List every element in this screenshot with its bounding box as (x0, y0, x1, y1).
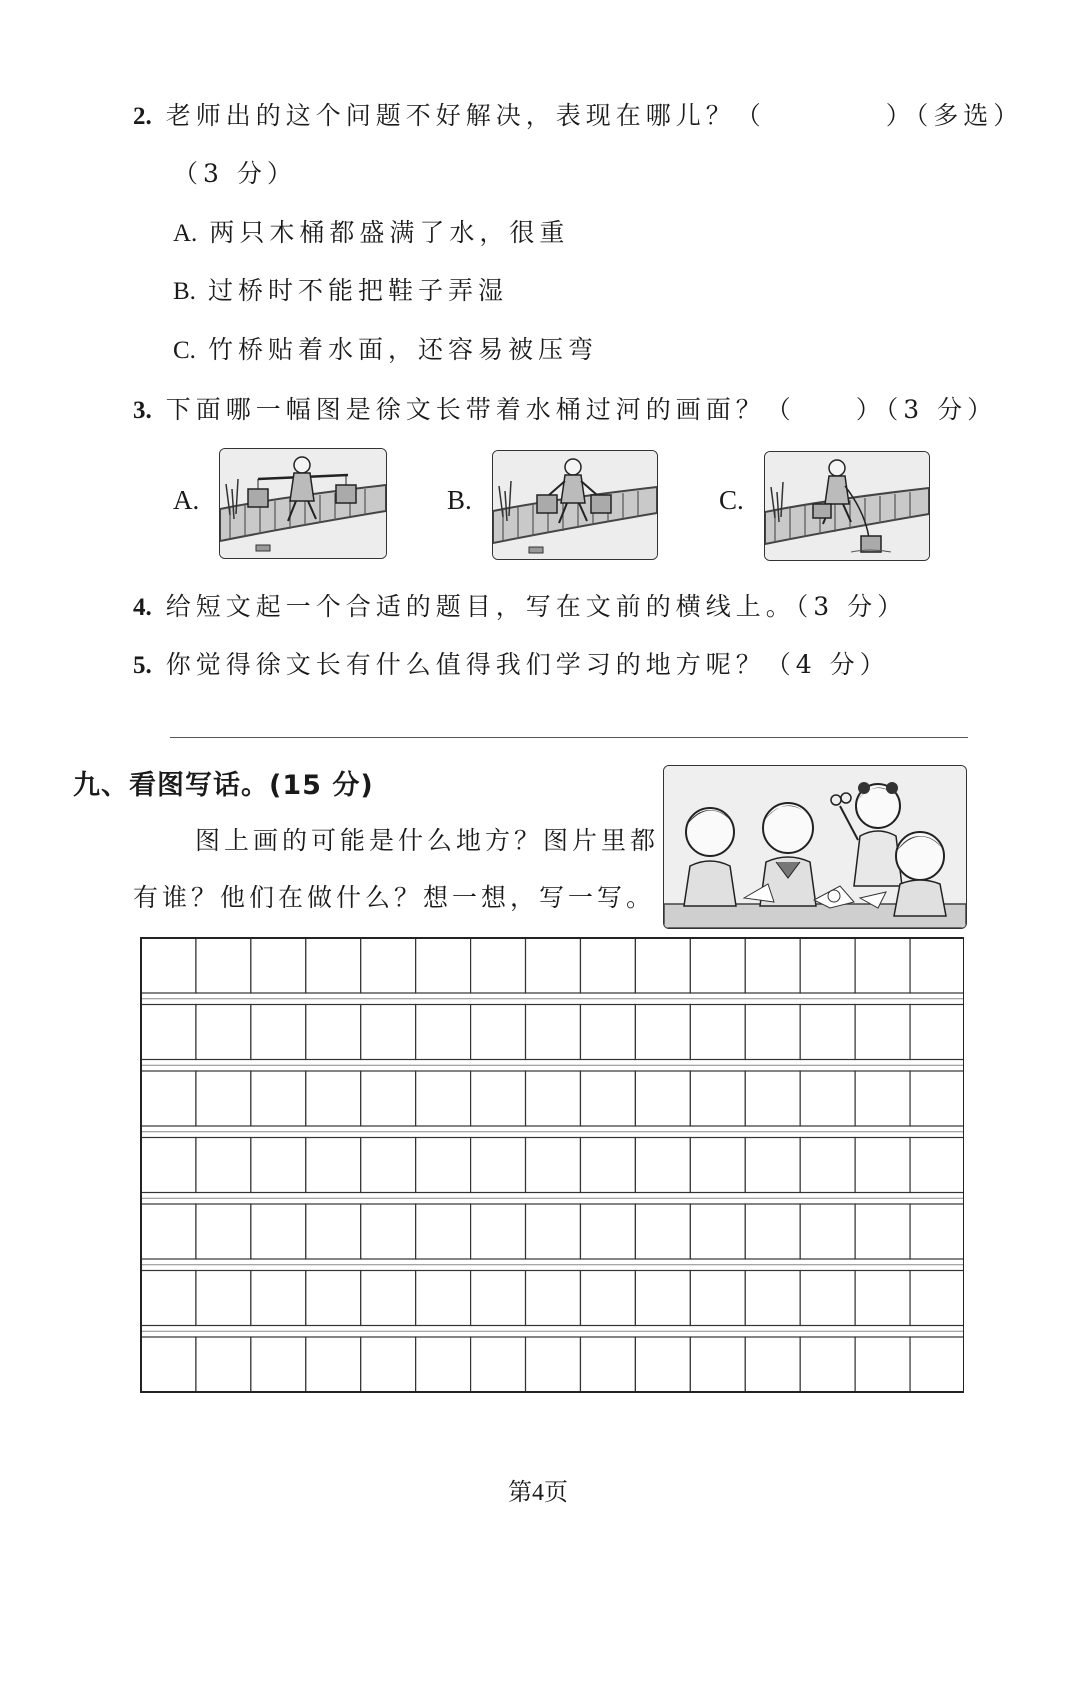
grid-cell[interactable] (745, 1138, 800, 1193)
grid-cell[interactable] (251, 938, 306, 993)
grid-cell[interactable] (141, 1204, 196, 1259)
picture-option-b[interactable] (492, 450, 658, 560)
grid-cell[interactable] (910, 1138, 964, 1193)
grid-cell[interactable] (526, 1071, 581, 1126)
question-2 (133, 96, 1023, 132)
question-3 (133, 390, 997, 426)
grid-cell[interactable] (580, 1138, 635, 1193)
question-2-option-c[interactable] (173, 330, 598, 366)
grid-cell[interactable] (800, 1071, 855, 1126)
grid-cell[interactable] (855, 1071, 910, 1126)
grid-cell[interactable] (306, 1138, 361, 1193)
grid-cell[interactable] (910, 1204, 964, 1259)
grid-cell[interactable] (471, 1337, 526, 1392)
grid-cell[interactable] (471, 1005, 526, 1060)
grid-cell[interactable] (855, 938, 910, 993)
grid-cell[interactable] (745, 1271, 800, 1326)
grid-cell[interactable] (416, 1071, 471, 1126)
section-9-illustration (663, 765, 967, 929)
grid-cell[interactable] (141, 1005, 196, 1060)
section-9-title: 九、看图写话。(15 分) (73, 770, 374, 801)
question-5-number: 5. (133, 652, 152, 679)
grid-cell[interactable] (196, 1204, 251, 1259)
grid-cell[interactable] (141, 1071, 196, 1126)
question-3-text: 下面哪一幅图是徐文长带着水桶过河的画面？（ ）（3 分） (165, 395, 998, 424)
grid-cell[interactable] (471, 1271, 526, 1326)
grid-cell[interactable] (526, 1337, 581, 1392)
option-text: 两只木桶都盛满了水，很重 (209, 218, 570, 247)
grid-cell[interactable] (526, 1204, 581, 1259)
grid-cell[interactable] (745, 1071, 800, 1126)
grid-cell[interactable] (800, 1138, 855, 1193)
grid-cell[interactable] (306, 938, 361, 993)
grid-cell[interactable] (471, 938, 526, 993)
grid-cell[interactable] (910, 1005, 964, 1060)
grid-cell[interactable] (416, 938, 471, 993)
grid-cell[interactable] (635, 1071, 690, 1126)
hand-buckets-icon (493, 451, 657, 559)
grid-cell[interactable] (526, 1271, 581, 1326)
grid-cell[interactable] (251, 1071, 306, 1126)
grid-cell[interactable] (141, 1271, 196, 1326)
grid-cell[interactable] (635, 1005, 690, 1060)
question-5 (133, 645, 890, 681)
grid-cell[interactable] (306, 1337, 361, 1392)
option-text: 过桥时不能把鞋子弄湿 (207, 276, 508, 305)
grid-cell[interactable] (580, 1337, 635, 1392)
section-9-prompt-line-1: 图上画的可能是什么地方？图片里都 (195, 826, 660, 855)
grid-cell[interactable] (471, 1071, 526, 1126)
grid-cell[interactable] (855, 1271, 910, 1326)
section-9-prompt-line-2: 有谁？他们在做什么？想一想，写一写。 (133, 883, 656, 912)
grid-cell[interactable] (745, 1204, 800, 1259)
option-text: 竹桥贴着水面，还容易被压弯 (207, 335, 598, 364)
question-4 (133, 587, 907, 623)
grid-cell[interactable] (141, 1138, 196, 1193)
grid-cell[interactable] (306, 1071, 361, 1126)
question-2-option-a[interactable] (173, 213, 569, 249)
grid-cell[interactable] (855, 1138, 910, 1193)
picture-b-label: B. (447, 485, 472, 515)
grid-cell[interactable] (580, 1005, 635, 1060)
grid-cell[interactable] (251, 1204, 306, 1259)
grid-cell[interactable] (526, 1005, 581, 1060)
answer-divider-line (170, 737, 968, 738)
grid-cell[interactable] (251, 1005, 306, 1060)
grid-cell[interactable] (416, 1005, 471, 1060)
page-number: 第4页 (508, 1480, 568, 1506)
question-4-text: 给短文起一个合适的题目，写在文前的横线上。（3 分） (165, 592, 908, 621)
grid-cell[interactable] (580, 1071, 635, 1126)
option-key: A. (173, 220, 198, 247)
grid-cell[interactable] (196, 1138, 251, 1193)
picture-c-label: C. (719, 485, 744, 515)
grid-cell[interactable] (910, 938, 964, 993)
grid-cell[interactable] (690, 1005, 745, 1060)
grid-cell[interactable] (196, 1271, 251, 1326)
grid-cell[interactable] (416, 1138, 471, 1193)
grid-cell[interactable] (635, 1337, 690, 1392)
grid-cell[interactable] (855, 1337, 910, 1392)
grid-cell[interactable] (471, 1204, 526, 1259)
grid-cell[interactable] (690, 1337, 745, 1392)
grid-cell[interactable] (471, 1138, 526, 1193)
grid-cell[interactable] (361, 1071, 416, 1126)
grid-cell[interactable] (361, 938, 416, 993)
grid-cell[interactable] (580, 1271, 635, 1326)
grid-cell[interactable] (306, 1204, 361, 1259)
question-3-number: 3. (133, 397, 152, 424)
grid-cell[interactable] (361, 1138, 416, 1193)
grid-cell[interactable] (416, 1204, 471, 1259)
grid-cell[interactable] (910, 1271, 964, 1326)
grid-cell[interactable] (745, 1005, 800, 1060)
grid-cell[interactable] (800, 1337, 855, 1392)
grid-cell[interactable] (196, 938, 251, 993)
option-key: C. (173, 337, 196, 364)
grid-cell[interactable] (196, 1337, 251, 1392)
grid-cell[interactable] (745, 1337, 800, 1392)
grid-cell[interactable] (800, 938, 855, 993)
shoulder-pole-icon (220, 449, 386, 558)
grid-cell[interactable] (361, 1271, 416, 1326)
grid-cell[interactable] (416, 1271, 471, 1326)
grid-cell[interactable] (361, 1337, 416, 1392)
grid-cell[interactable] (141, 1337, 196, 1392)
grid-cell[interactable] (690, 1138, 745, 1193)
grid-cell[interactable] (635, 938, 690, 993)
grid-cell[interactable] (580, 938, 635, 993)
grid-cell[interactable] (526, 938, 581, 993)
question-2-text: 老师出的这个问题不好解决，表现在哪儿？（ ）（多选） (165, 101, 1024, 130)
question-2-number: 2. (133, 103, 152, 130)
grid-cell[interactable] (635, 1138, 690, 1193)
grid-cell[interactable] (306, 1005, 361, 1060)
grid-cell[interactable] (251, 1138, 306, 1193)
question-4-number: 4. (133, 594, 152, 621)
floating-buckets-icon (765, 452, 929, 560)
grid-cell[interactable] (690, 1204, 745, 1259)
question-2-score: （3 分） (173, 159, 297, 188)
picture-option-c[interactable] (764, 451, 930, 561)
option-key: B. (173, 278, 196, 305)
grid-cell[interactable] (690, 1071, 745, 1126)
grid-cell[interactable] (141, 938, 196, 993)
children-folding-paper-icon (664, 766, 966, 928)
grid-cell[interactable] (251, 1337, 306, 1392)
grid-cell[interactable] (416, 1337, 471, 1392)
grid-cell[interactable] (361, 1204, 416, 1259)
grid-cell[interactable] (196, 1071, 251, 1126)
question-2-option-b[interactable] (173, 271, 508, 307)
grid-cell[interactable] (306, 1271, 361, 1326)
grid-cell[interactable] (855, 1204, 910, 1259)
grid-cell[interactable] (635, 1204, 690, 1259)
grid-cell[interactable] (196, 1005, 251, 1060)
grid-cell[interactable] (800, 1271, 855, 1326)
grid-cell[interactable] (361, 1005, 416, 1060)
grid-cell[interactable] (800, 1005, 855, 1060)
grid-cell[interactable] (690, 1271, 745, 1326)
writing-grid[interactable] (140, 937, 964, 1690)
grid-cell[interactable] (635, 1271, 690, 1326)
grid-cell[interactable] (251, 1271, 306, 1326)
grid-cell[interactable] (855, 1005, 910, 1060)
grid-cell[interactable] (580, 1204, 635, 1259)
picture-a-label: A. (173, 485, 200, 515)
grid-cell[interactable] (910, 1337, 964, 1392)
grid-cell[interactable] (526, 1138, 581, 1193)
question-5-text: 你觉得徐文长有什么值得我们学习的地方呢？（4 分） (165, 650, 890, 679)
grid-cell[interactable] (745, 938, 800, 993)
grid-cell[interactable] (690, 938, 745, 993)
picture-option-a[interactable] (219, 448, 387, 559)
grid-cell[interactable] (800, 1204, 855, 1259)
grid-cell[interactable] (910, 1071, 964, 1126)
